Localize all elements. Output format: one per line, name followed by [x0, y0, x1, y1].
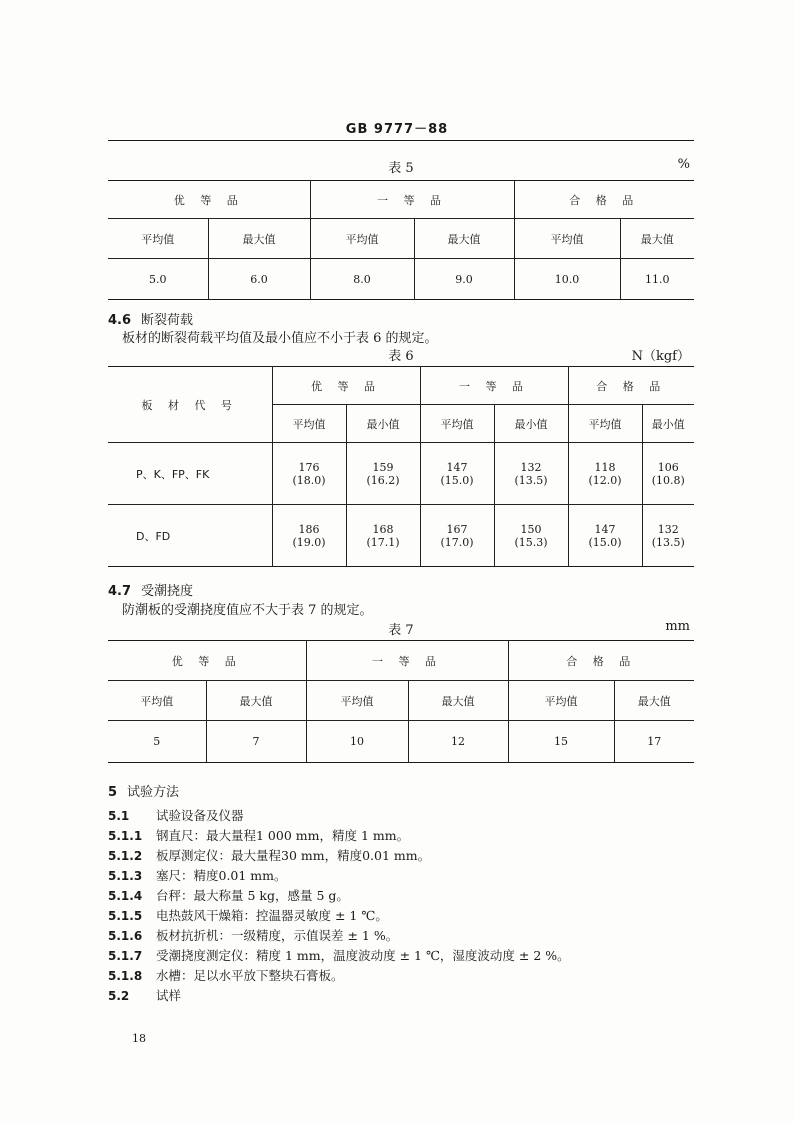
table7-subhead: 平均值 — [108, 681, 206, 721]
table5-group-3: 合 格 品 — [514, 181, 694, 219]
table6-cell: 176 (18.0) — [272, 443, 346, 505]
table5-cell: 9.0 — [414, 259, 514, 300]
table5-subhead: 平均值 — [514, 219, 620, 259]
table6-group-1: 优 等 品 — [272, 367, 420, 405]
table5 — [108, 180, 694, 300]
table6-cell: 132 (13.5) — [642, 505, 694, 567]
section-number: 4.6 — [108, 313, 132, 328]
table6-title: 表 6 — [388, 349, 414, 364]
section-title: 试验方法 — [127, 785, 180, 800]
table7-group-3: 合 格 品 — [508, 641, 694, 681]
list-item: 5.2 试样 — [108, 988, 182, 1003]
table7-cell: 10 — [306, 721, 408, 763]
table5-unit: % — [677, 157, 690, 172]
table7-cell: 17 — [614, 721, 694, 763]
list-item: 5.1.1 钢直尺：最大量程1 000 mm，精度 1 mm。 — [108, 828, 410, 843]
table5-group-1: 优 等 品 — [108, 181, 310, 219]
table7-cell: 7 — [206, 721, 306, 763]
section-number: 5 — [108, 785, 118, 800]
list-item: 5.1.7 受潮挠度测定仪：精度 1 mm，温度波动度 ± 1 ℃，湿度波动度 ± 2 %。 — [108, 948, 570, 963]
section-4-7-paragraph: 防潮板的受潮挠度值应不大于表 7 的规定。 — [122, 603, 373, 618]
table7-cell: 12 — [408, 721, 508, 763]
table5-title: 表 5 — [388, 161, 414, 176]
table6-cell: 147 (15.0) — [568, 505, 642, 567]
table7-group-1: 优 等 品 — [108, 641, 306, 681]
table-row — [108, 443, 694, 505]
table6-subhead: 平均值 — [272, 405, 346, 443]
table7-subhead: 最大值 — [408, 681, 508, 721]
table7-title: 表 7 — [388, 623, 414, 638]
table6-cell: 168 (17.1) — [346, 505, 420, 567]
table6-cell: 150 (15.3) — [494, 505, 568, 567]
list-item: 5.1.2 板厚测定仪：最大量程30 mm，精度0.01 mm。 — [108, 848, 431, 863]
table5-cell: 5.0 — [108, 259, 208, 300]
table7-unit: mm — [665, 619, 690, 634]
table6-subhead: 最小值 — [494, 405, 568, 443]
table6-cell: 186 (19.0) — [272, 505, 346, 567]
equipment-list — [108, 806, 570, 1006]
table6-cell: 147 (15.0) — [420, 443, 494, 505]
table5-cell: 10.0 — [514, 259, 620, 300]
table6-code: D、FD — [108, 505, 272, 567]
table6-cell: 118 (12.0) — [568, 443, 642, 505]
list-item: 5.1.6 板材抗折机：一级精度，示值误差 ± 1 %。 — [108, 928, 399, 943]
section-title: 受潮挠度 — [141, 584, 194, 599]
table6-cell: 167 (17.0) — [420, 505, 494, 567]
table-row — [108, 505, 694, 567]
table6-subhead: 最小值 — [642, 405, 694, 443]
table5-subhead: 平均值 — [108, 219, 208, 259]
table6-subhead: 平均值 — [568, 405, 642, 443]
table7-subhead: 平均值 — [306, 681, 408, 721]
table6-group-2: 一 等 品 — [420, 367, 568, 405]
section-4-6-paragraph: 板材的断裂荷载平均值及最小值应不小于表 6 的规定。 — [122, 331, 438, 346]
table6 — [108, 366, 694, 567]
table6-cell: 132 (13.5) — [494, 443, 568, 505]
table6-group-3: 合 格 品 — [568, 367, 694, 405]
table7-group-2: 一 等 品 — [306, 641, 508, 681]
table7-subhead: 平均值 — [508, 681, 614, 721]
section-4-7-heading — [108, 580, 193, 599]
table5-subhead: 最大值 — [414, 219, 514, 259]
list-item: 5.1.5 电热鼓风干燥箱：控温器灵敏度 ± 1 ℃。 — [108, 908, 388, 923]
table5-group-2: 一 等 品 — [310, 181, 514, 219]
table6-cell: 106 (10.8) — [642, 443, 694, 505]
table7-subhead: 最大值 — [614, 681, 694, 721]
section-title: 断裂荷载 — [141, 313, 194, 328]
table5-cell: 6.0 — [208, 259, 310, 300]
list-item: 5.1.8 水槽：足以水平放下整块石膏板。 — [108, 968, 344, 983]
table5-cell: 11.0 — [620, 259, 694, 300]
list-item: 5.1.3 塞尺：精度0.01 mm。 — [108, 868, 287, 883]
section-5-heading — [108, 781, 179, 800]
table5-subhead: 最大值 — [208, 219, 310, 259]
list-item: 5.1 试验设备及仪器 — [108, 808, 244, 823]
table7 — [108, 640, 694, 763]
table6-unit: N（kgf） — [631, 349, 690, 364]
table7-subhead: 最大值 — [206, 681, 306, 721]
table6-subhead: 平均值 — [420, 405, 494, 443]
table5-subhead: 最大值 — [620, 219, 694, 259]
page-header: GB 9777－88 — [345, 122, 449, 137]
page-number: 18 — [132, 1032, 146, 1045]
table6-code: P、K、FP、FK — [108, 443, 272, 505]
section-4-6-heading — [108, 309, 193, 328]
header-rule — [108, 140, 694, 141]
list-item: 5.1.4 台秤：最大称量 5 kg，感量 5 g。 — [108, 888, 349, 903]
table6-rowhead: 板 材 代 号 — [108, 367, 272, 443]
table6-subhead: 最小值 — [346, 405, 420, 443]
table5-cell: 8.0 — [310, 259, 414, 300]
table6-cell: 159 (16.2) — [346, 443, 420, 505]
section-number: 4.7 — [108, 584, 132, 599]
table7-cell: 5 — [108, 721, 206, 763]
table7-cell: 15 — [508, 721, 614, 763]
table5-subhead: 平均值 — [310, 219, 414, 259]
